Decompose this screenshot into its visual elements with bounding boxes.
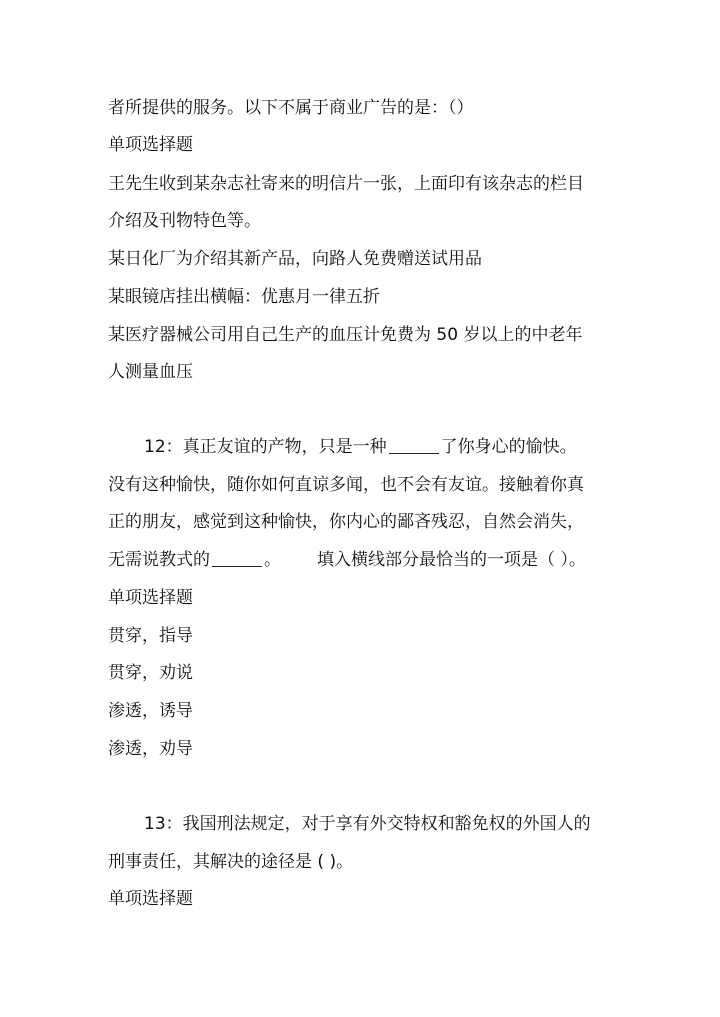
- q11-option-c: 某眼镜店挂出横幅：优惠月一律五折: [108, 287, 380, 307]
- q13-stem-line2: 刑事责任，其解决的途径是 ( )。: [108, 852, 354, 872]
- q11-option-a-line2: 介绍及刊物特色等。: [108, 211, 261, 231]
- q12-type: 单项选择题: [108, 588, 193, 608]
- q12-stem-line3: 正的朋友，感觉到这种愉快，你内心的鄙吝残忍，自然会消失，: [108, 512, 584, 532]
- q11-type: 单项选择题: [108, 135, 193, 155]
- q13-type: 单项选择题: [108, 889, 193, 909]
- q12-option-b: 贯穿，劝说: [108, 663, 193, 683]
- q11-option-d-line2: 人测量血压: [108, 362, 193, 382]
- q12-prompt: 填入横线部分最恰当的一项是（ ）。: [317, 550, 586, 570]
- q12-stem-line1: [144, 436, 577, 458]
- q12-stem-part: 。: [264, 550, 281, 570]
- q12-option-a: 贯穿，指导: [108, 626, 193, 646]
- q12-stem-line4: [108, 549, 586, 571]
- q12-stem-part: 了你身心的愉快。: [440, 437, 577, 457]
- q12-stem-line2: 没有这种愉快，随你如何直谅多闻，也不会有友谊。接触着你真: [108, 475, 584, 495]
- q13-stem-line1: 13：我国刑法规定，对于享有外交特权和豁免权的外国人的: [144, 814, 591, 834]
- q11-option-d-line1: 某医疗器械公司用自己生产的血压计免费为 50 岁以上的中老年: [108, 325, 583, 345]
- q12-option-c: 渗透，诱导: [108, 701, 193, 721]
- q11-option-a-line1: 王先生收到某杂志社寄来的明信片一张，上面印有该杂志的栏目: [108, 174, 584, 194]
- q12-option-d: 渗透，劝导: [108, 739, 193, 759]
- q12-stem-part: 12：真正友谊的产物，只是一种: [144, 437, 387, 457]
- q11-stem: 者所提供的服务。以下不属于商业广告的是：（）: [108, 98, 474, 118]
- fill-blank: [212, 550, 262, 567]
- q12-stem-part: 无需说教式的: [108, 550, 210, 570]
- fill-blank: [389, 437, 439, 454]
- q11-option-b: 某日化厂为介绍其新产品，向路人免费赠送试用品: [108, 249, 482, 269]
